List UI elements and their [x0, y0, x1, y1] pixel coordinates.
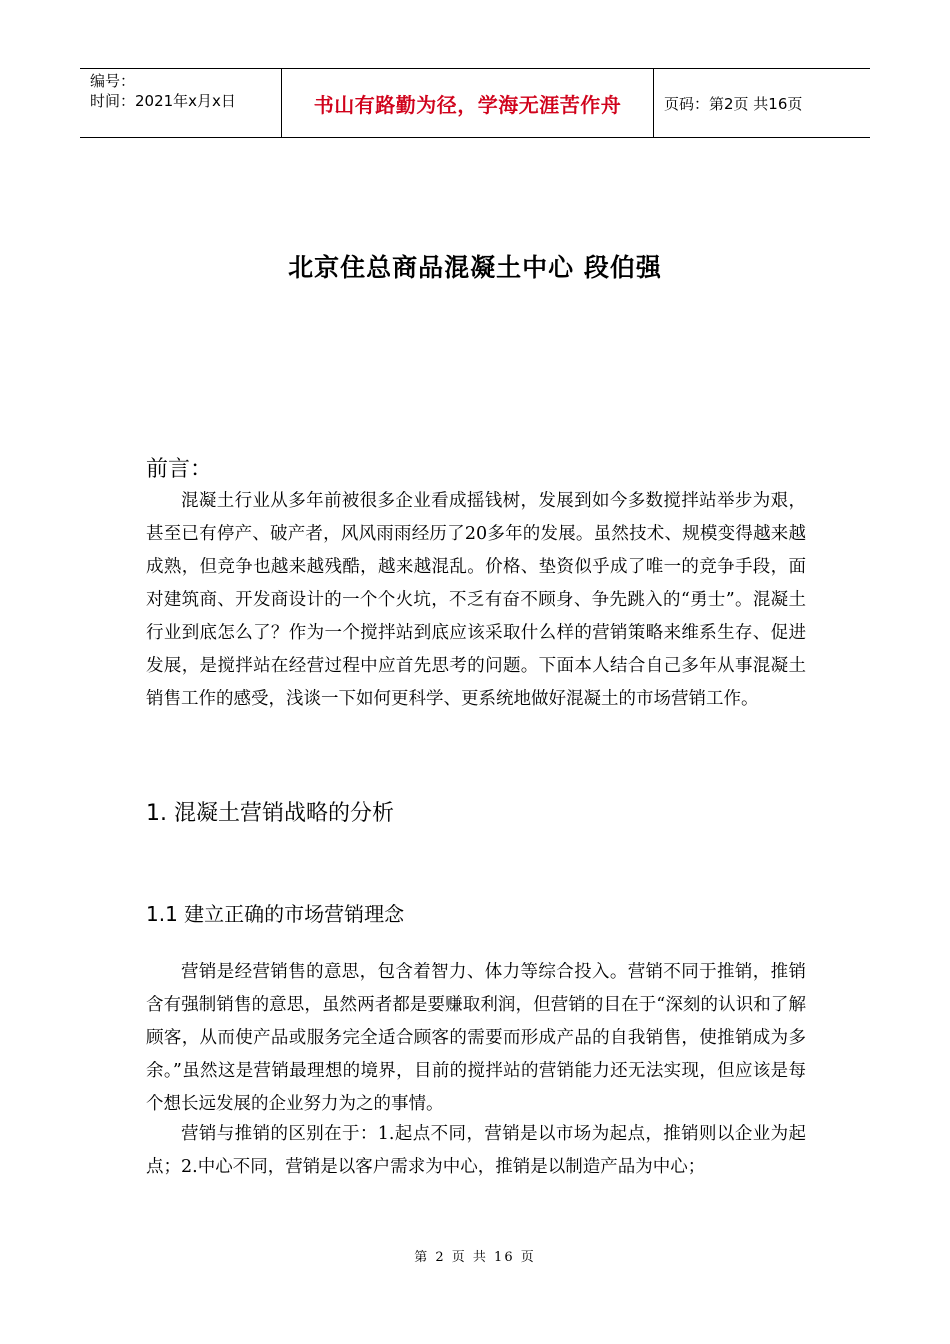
header-time-label: 时间：2021年x月x日: [90, 92, 236, 110]
preface-heading: 前言：: [146, 457, 213, 482]
document-title: 北京住总商品混凝土中心 段伯强: [288, 253, 662, 282]
header-page-info: 页码：第2页 共16页: [664, 94, 803, 113]
page-footer: 第 2 页 共 16 页: [414, 1250, 536, 1265]
section-1-1-paragraph-1: 营销是经营销售的意思，包含着智力、体力等综合投入。营销不同于推销，推销含有强制销售的意思，虽然两者都是要赚取利润，但营销的目在于“深刻的认识和了解顾客，从而使产品或服务完全适合顾客的需要而形成产品的自我销售，使推销成为多余。”虽然这是营销最理想的境界，目前的搅拌站的营销能力还无法实现，但应该是每个想长远发展的企业努力为之的事情。: [146, 962, 806, 1114]
section-1-1-paragraph-2: 营销与推销的区别在于：1.起点不同，营销是以市场为起点，推销则以企业为起点；2.中心不同，营销是以客户需求为中心，推销是以制造产品为中心；: [146, 1124, 806, 1177]
section-1-heading: 1. 混凝土营销战略的分析: [146, 801, 394, 826]
page-header: [80, 68, 870, 138]
header-meta: [80, 69, 282, 137]
header-number-label: 编号：: [90, 72, 136, 90]
section-1-1-heading: 1.1 建立正确的市场营销理念: [146, 902, 405, 926]
header-motto: 书山有路勤为径，学海无涯苦作舟: [282, 69, 654, 137]
preface-paragraph: 混凝土行业从多年前被很多企业看成摇钱树，发展到如今多数搅拌站举步为艰，甚至已有停产、破产者，风风雨雨经历了20多年的发展。虽然技术、规模变得越来越成熟，但竞争也越来越残酷，越来越混乱。价格、垫资似乎成了唯一的竞争手段，面对建筑商、开发商设计的一个个火坑，不乏有奋不顾身、争先跳入的“勇士”。混凝土行业到底怎么了？作为一个搅拌站到底应该采取什么样的营销策略来维系生存、促进发展，是搅拌站在经营过程中应首先思考的问题。下面本人结合自己多年从事混凝土销售工作的感受，浅谈一下如何更科学、更系统地做好混凝土的市场营销工作。: [146, 491, 806, 709]
